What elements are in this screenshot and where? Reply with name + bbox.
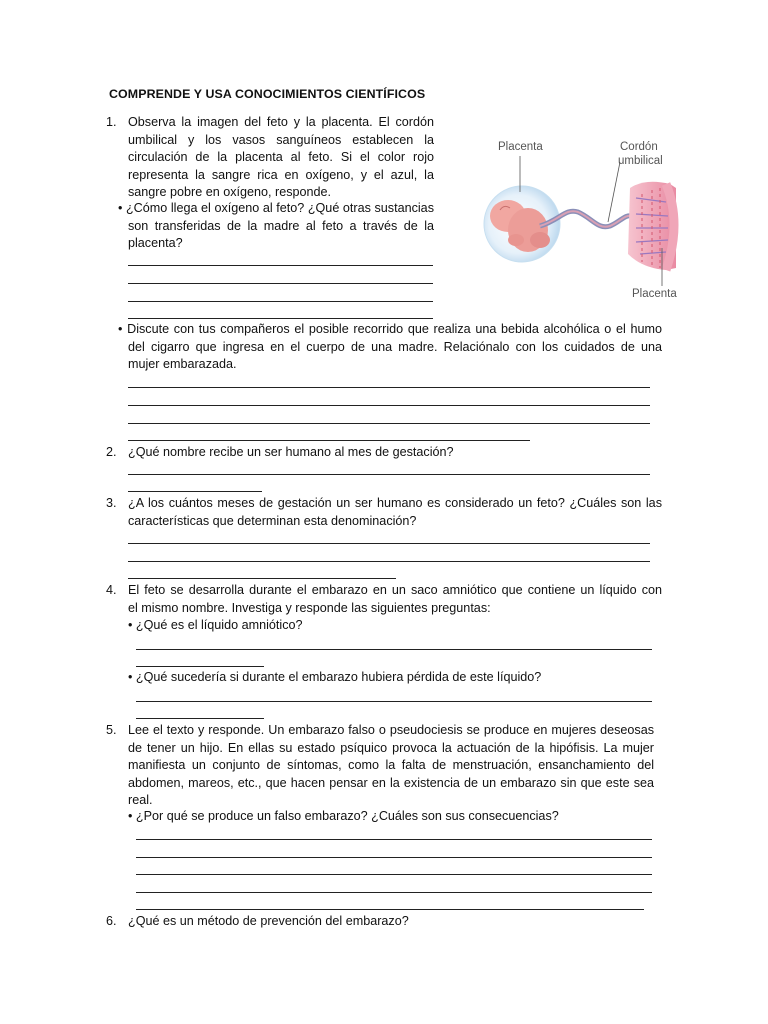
answer-line[interactable] [136, 666, 264, 667]
q5-line: manifiesta un conjunto de síntomas, como la falta de menstruación, ensanchamiento del [128, 758, 654, 772]
q1-line: sangre pobre en oxígeno, responde. [128, 185, 332, 199]
q4-line: El feto se desarrolla durante el embarazo en un saco amniótico que contiene un líquido con [128, 583, 662, 597]
answer-line[interactable] [136, 839, 652, 840]
q5-bullet1: • ¿Por qué se produce un falso embarazo? ¿Cuáles son sus consecuencias? [128, 809, 559, 823]
q1-bullet1-line: • ¿Cómo llega el oxígeno al feto? ¿Qué otras sustancias [118, 201, 434, 215]
answer-line[interactable] [128, 387, 650, 388]
answer-line[interactable] [136, 874, 652, 875]
q1-bullet2-line: del cigarro que ingresa en el cuerpo de una madre. Relaciónalo con los cuidados de una [128, 339, 662, 354]
answer-line[interactable] [128, 578, 396, 579]
q5-line: de tener un hijo. En ellas su estado psíquico provoca la actuación de la hipófisis. La mujer [128, 740, 654, 755]
answer-line[interactable] [128, 543, 650, 544]
q5-line: abdomen, mareos, etc., que hacen pensar en la existencia de un embarazo sin que este sea [128, 775, 654, 790]
q1-bullet1-line: son transferidas de la madre al feto a través de la [128, 218, 434, 233]
q1-number: 1. [106, 115, 117, 129]
q3-line: ¿A los cuántos meses de gestación un ser humano es considerado un feto? ¿Cuáles son las [128, 496, 662, 510]
q4-bullet2: • ¿Qué sucedería si durante el embarazo hubiera pérdida de este líquido? [128, 670, 542, 684]
answer-line[interactable] [128, 474, 650, 475]
q4-number: 4. [106, 583, 117, 597]
q1-bullet2 [118, 321, 662, 374]
placenta-drawing [628, 182, 676, 270]
q3-text [128, 495, 662, 530]
q3-number: 3. [106, 496, 117, 510]
q1-line: representa la sangre rica en oxígeno, y el azul, la [128, 167, 434, 182]
q6-number: 6. [106, 914, 117, 928]
answer-line[interactable] [136, 909, 644, 910]
q4-line: el mismo nombre. Investiga y responde las siguientes preguntas: [128, 600, 491, 615]
label-cordon-line2: umbilical [618, 155, 663, 167]
answer-line[interactable] [136, 718, 264, 719]
q3-line: características que determinan esta denominación? [128, 513, 417, 528]
answer-line[interactable] [128, 405, 650, 406]
label-cordon-line1: Cordón [620, 141, 658, 153]
worksheet-title: COMPRENDE Y USA CONOCIMIENTOS CIENTÍFICOS [109, 87, 426, 101]
answer-line[interactable] [128, 491, 262, 492]
answer-line[interactable] [128, 423, 650, 424]
q1-line: umbilical y los vasos sanguíneos establecen la [128, 132, 434, 147]
label-placenta-bottom: Placenta [632, 288, 677, 300]
q2-text: ¿Qué nombre recibe un ser humano al mes de gestación? [128, 445, 454, 459]
q1-bullet1-line: placenta? [128, 236, 183, 250]
q1-line: Observa la imagen del feto y la placenta. El cordón [128, 115, 434, 129]
q1-bullet1 [118, 200, 434, 253]
answer-line[interactable] [128, 440, 530, 441]
answer-line[interactable] [136, 649, 652, 650]
answer-line[interactable] [128, 265, 433, 266]
q4-text [128, 582, 662, 617]
q1-bullet2-line: • Discute con tus compañeros el posible recorrido que realiza una bebida alcohólica o el humo [118, 322, 662, 336]
answer-line[interactable] [136, 857, 652, 858]
q4-bullet1: • ¿Qué es el líquido amniótico? [128, 618, 303, 632]
answer-line[interactable] [136, 892, 652, 893]
answer-line[interactable] [128, 561, 650, 562]
q2-number: 2. [106, 445, 117, 459]
q6-text: ¿Qué es un método de prevención del embarazo? [128, 914, 409, 928]
q5-number: 5. [106, 723, 117, 737]
q5-text [128, 722, 654, 810]
q5-line: Lee el texto y responde. Un embarazo falso o pseudociesis se produce en mujeres deseosas [128, 723, 654, 737]
q1-text [128, 114, 434, 202]
answer-line[interactable] [128, 283, 433, 284]
fetus-placenta-figure [470, 128, 690, 308]
label-placenta-top: Placenta [498, 141, 543, 153]
q5-line: real. [128, 793, 153, 807]
q1-bullet2-line: mujer embarazada. [128, 357, 237, 371]
answer-line[interactable] [128, 301, 433, 302]
q1-line: circulación de la placenta al feto. Si el color rojo [128, 150, 434, 164]
answer-line[interactable] [136, 701, 652, 702]
answer-line[interactable] [128, 318, 433, 319]
